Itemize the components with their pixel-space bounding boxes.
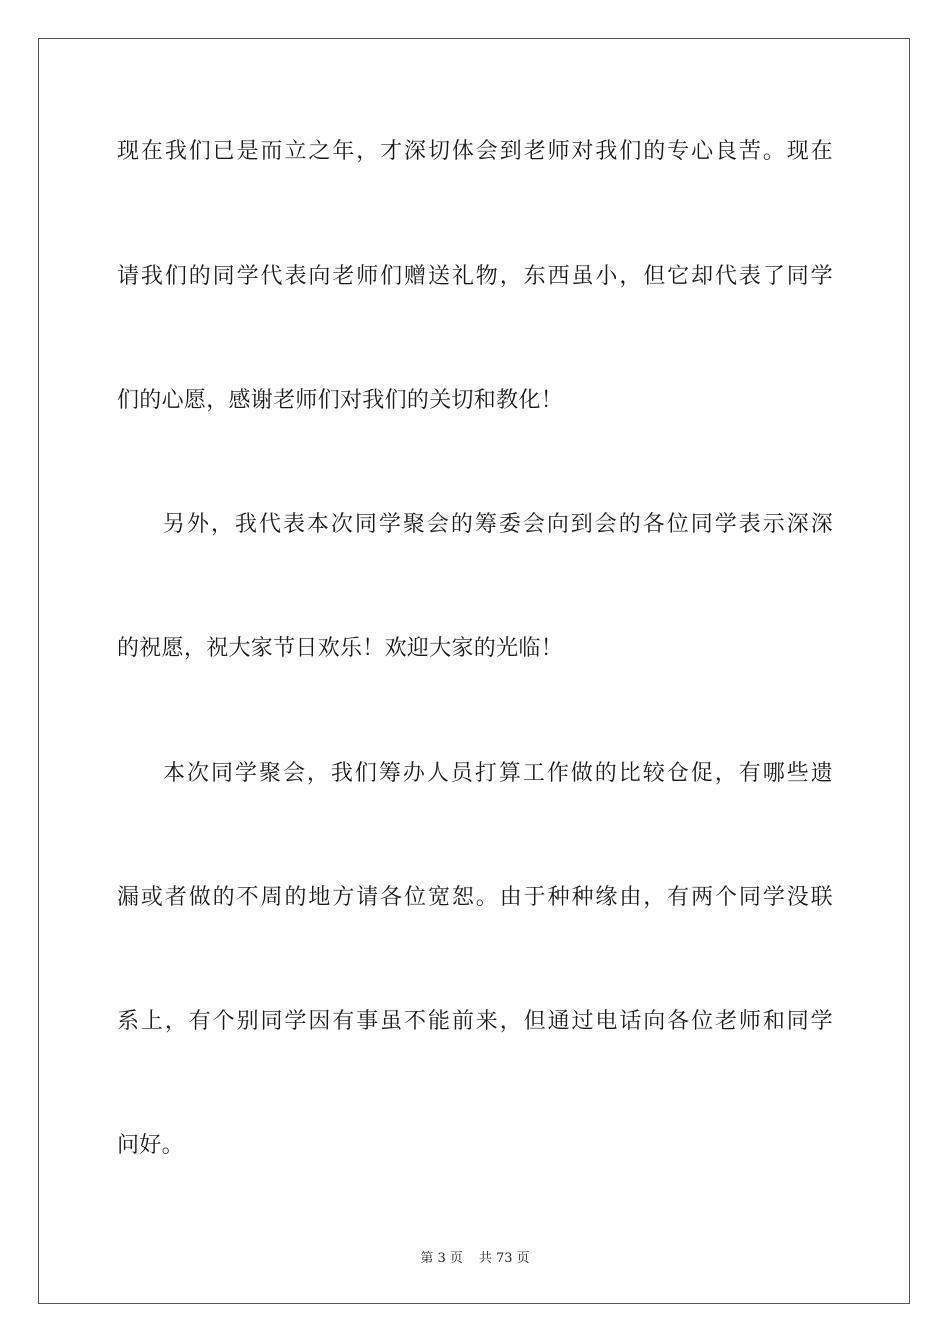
paragraph-line: 问好。 xyxy=(117,1133,184,1158)
total-pages: 共 73 页 xyxy=(478,1251,530,1266)
paragraph-line: 请我们的同学代表向老师们赠送礼物，东西虽小，但它却代表了同学 xyxy=(117,264,833,289)
paragraph-line: 另外，我代表本次同学聚会的筹委会向到会的各位同学表示深深 xyxy=(163,512,833,537)
page-footer xyxy=(0,1247,950,1266)
paragraph-line: 现在我们已是而立之年，才深切体会到老师对我们的专心良苦。现在 xyxy=(117,139,833,164)
page-border xyxy=(38,38,910,1304)
paragraph-line: 系上，有个别同学因有事虽不能前来，但通过电话向各位老师和同学 xyxy=(117,1009,833,1034)
paragraph-line: 的祝愿，祝大家节日欢乐！欢迎大家的光临！ xyxy=(117,636,564,661)
paragraph-line: 们的心愿，感谢老师们对我们的关切和教化！ xyxy=(117,388,564,413)
paragraph-line: 本次同学聚会，我们筹办人员打算工作做的比较仓促，有哪些遗 xyxy=(163,761,833,786)
paragraph-line: 漏或者做的不周的地方请各位宽恕。由于种种缘由，有两个同学没联 xyxy=(117,885,833,910)
page-number: 第 3 页 xyxy=(420,1251,463,1266)
